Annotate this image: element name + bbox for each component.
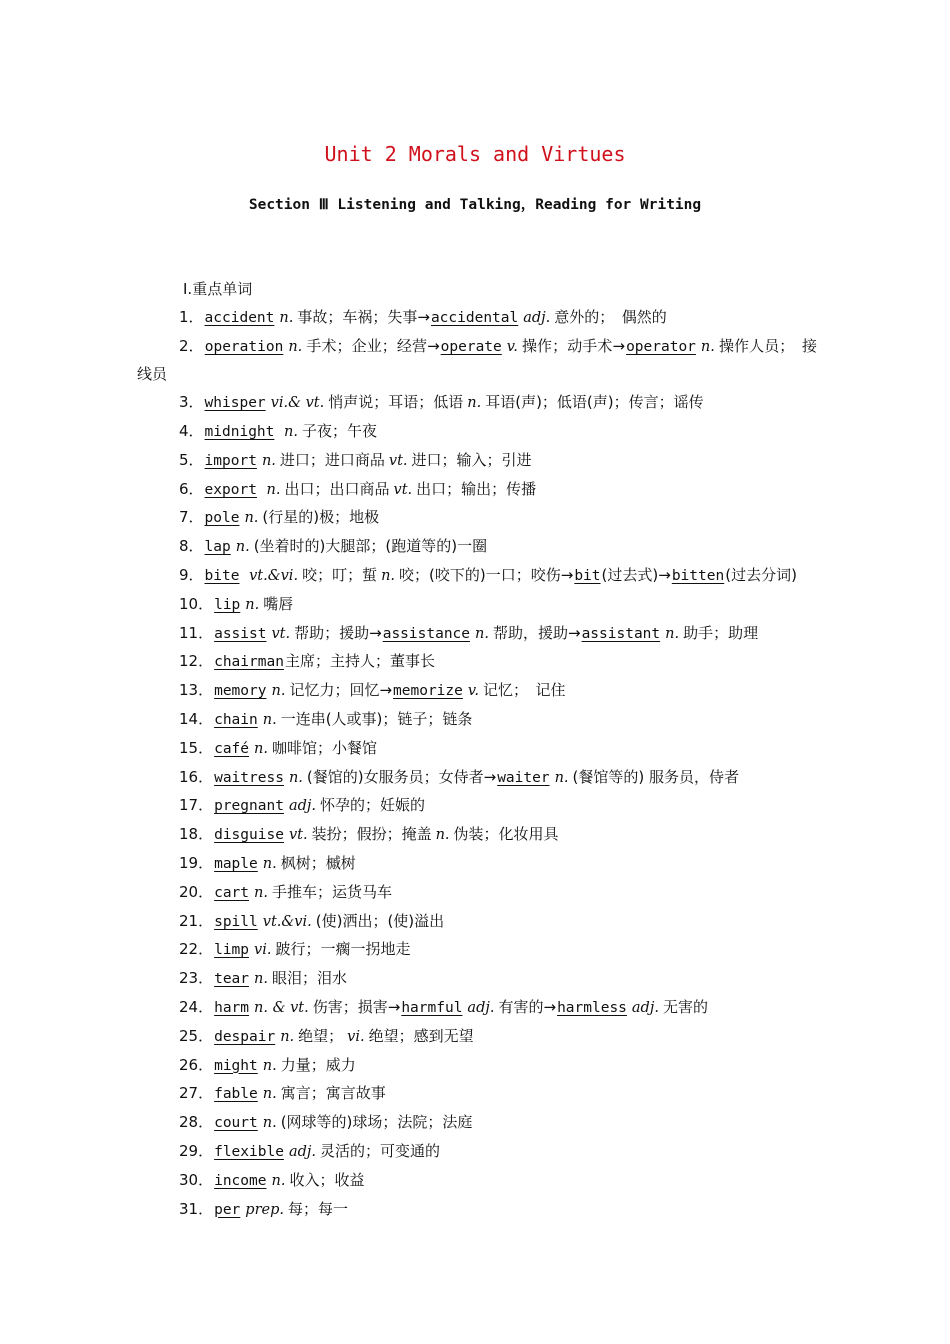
- vocab-entry: [137, 1138, 817, 1167]
- part-of-speech: n.: [271, 1172, 286, 1189]
- definition-text: 怀孕的；妊娠的: [319, 796, 425, 815]
- vocab-word: midnight: [204, 423, 275, 440]
- part-of-speech: n.: [254, 884, 268, 901]
- part-of-speech: n.: [288, 769, 303, 786]
- part-of-speech: n.: [381, 567, 396, 584]
- definition-text: 有害的: [498, 997, 544, 1016]
- vocab-entry: [137, 1109, 817, 1138]
- entry-number: 18．: [179, 825, 214, 844]
- vocab-entry: [137, 1167, 817, 1196]
- entry-number: 6．: [179, 479, 204, 498]
- part-of-speech: n.: [262, 855, 277, 872]
- vocab-entry: [137, 418, 817, 447]
- arrow-symbol: →: [483, 767, 497, 786]
- part-of-speech: n.: [262, 1115, 277, 1132]
- definition-text: 帮助；援助: [294, 623, 370, 642]
- definition-text: 事故；车祸；失事: [297, 307, 418, 326]
- part-of-speech: prep.: [245, 1201, 284, 1218]
- vocab-word: income: [214, 1172, 267, 1189]
- vocab-word: might: [214, 1057, 258, 1074]
- part-of-speech: n.: [280, 1028, 295, 1045]
- definition-text: 主席；主持人；董事长: [284, 652, 435, 671]
- part-of-speech: n.: [279, 423, 298, 440]
- definition-text: 眼泪；泪水: [271, 969, 347, 988]
- part-of-speech: vt.: [388, 452, 408, 469]
- vocab-word: spill: [214, 913, 258, 930]
- vocab-entry: [137, 908, 817, 937]
- part-of-speech: vi.: [347, 1028, 365, 1045]
- definition-text: 耳语(声)；低语(声)；传言；谣传: [485, 393, 704, 412]
- definition-text: 嘴唇: [263, 594, 294, 613]
- part-of-speech: vi.: [254, 942, 272, 959]
- arrow-symbol: →: [387, 997, 401, 1016]
- entry-number: 26．: [179, 1055, 214, 1074]
- vocab-word: assistant: [581, 625, 661, 642]
- arrow-symbol: →: [543, 997, 557, 1016]
- definition-text: 咖啡馆；小餐馆: [271, 738, 377, 757]
- vocab-entry: [137, 1052, 817, 1081]
- entry-number: 3．: [179, 393, 204, 412]
- vocab-entry: [137, 965, 817, 994]
- entry-number: 31．: [179, 1199, 214, 1218]
- part-of-speech: n.: [665, 625, 680, 642]
- entry-number: 22．: [179, 940, 214, 959]
- definition-text: 进口；输入；引进: [411, 450, 532, 469]
- vocab-word: import: [204, 452, 257, 469]
- definition-text: (网球等的)球场；法院；法庭: [280, 1113, 473, 1132]
- vocab-word: memory: [214, 683, 267, 700]
- section-heading: Ⅰ.重点单词: [183, 280, 253, 298]
- part-of-speech: vt.: [288, 827, 308, 844]
- part-of-speech: n.: [700, 338, 715, 355]
- vocab-entry: [137, 1080, 817, 1109]
- vocab-entry: [137, 648, 817, 677]
- part-of-speech: n.: [254, 740, 268, 757]
- part-of-speech: n.: [254, 971, 268, 988]
- vocab-word: bitten: [671, 567, 725, 584]
- part-of-speech: n.: [244, 510, 259, 527]
- arrow-symbol: →: [427, 336, 440, 355]
- arrow-symbol: →: [658, 565, 671, 584]
- page-title: Unit 2 Morals and Virtues: [324, 142, 626, 166]
- part-of-speech: adj.: [467, 999, 495, 1016]
- definition-text: (餐馆等的) 服务员，侍者: [572, 767, 740, 786]
- part-of-speech: n.: [261, 452, 276, 469]
- vocab-entry: [137, 591, 817, 620]
- vocab-word: despair: [214, 1028, 276, 1045]
- definition-text: 操作；动手术: [521, 336, 613, 355]
- vocab-word: chairman: [214, 654, 284, 671]
- vocab-word: accidental: [430, 309, 519, 326]
- part-of-speech: n. & vt.: [254, 999, 309, 1016]
- vocab-entry: [137, 936, 817, 965]
- arrow-symbol: →: [369, 623, 382, 642]
- part-of-speech: n.: [435, 827, 450, 844]
- arrow-symbol: →: [612, 336, 626, 355]
- part-of-speech: vt.&vi.: [262, 913, 312, 930]
- entry-number: 29．: [179, 1141, 214, 1160]
- definition-text: 装扮；假扮；掩盖: [311, 825, 432, 844]
- definition-text: 灵活的；可变通的: [319, 1141, 440, 1160]
- vocab-word: harmless: [557, 999, 627, 1016]
- entry-number: 13．: [179, 681, 214, 700]
- definition-text: 出口；输出；传播: [416, 479, 537, 498]
- definition-text: 记忆力；回忆: [289, 681, 380, 700]
- arrow-symbol: →: [379, 681, 393, 700]
- part-of-speech: v.: [506, 338, 518, 355]
- vocab-word: flexible: [214, 1143, 284, 1160]
- vocab-entry: [137, 706, 817, 735]
- definition-text: 手推车；运货马车: [271, 882, 392, 901]
- part-of-speech: v.: [467, 683, 479, 700]
- definition-text: 一连串(人或事)；链子；链条: [280, 709, 473, 728]
- vocab-entry: [137, 764, 817, 793]
- definition-text: 寓言；寓言故事: [280, 1084, 386, 1103]
- entry-number: 23．: [179, 969, 214, 988]
- part-of-speech: n.: [245, 596, 260, 613]
- definition-text: (使)洒出；(使)溢出: [315, 911, 445, 930]
- definition-text: 每；每一: [287, 1199, 348, 1218]
- entry-number: 25．: [179, 1026, 214, 1045]
- definition-text: (过去式): [601, 565, 659, 584]
- vocab-word: bite: [204, 567, 240, 584]
- vocab-word: fable: [214, 1086, 258, 1103]
- definition-text: 帮助，援助: [492, 623, 568, 642]
- vocab-word: chain: [214, 711, 258, 728]
- definition-text: 枫树；槭树: [280, 853, 356, 872]
- entry-number: 10．: [179, 594, 214, 613]
- definition-text: 进口；进口商品: [279, 450, 385, 469]
- entry-number: 30．: [179, 1170, 214, 1189]
- vocabulary-list: [137, 276, 817, 1224]
- vocab-entry: [137, 447, 817, 476]
- vocab-word: bit: [574, 567, 601, 584]
- vocab-entry: [137, 333, 817, 390]
- vocab-entry: [137, 879, 817, 908]
- part-of-speech: n.: [279, 309, 294, 326]
- definition-text: 助手；助理: [683, 623, 759, 642]
- vocab-word: lap: [204, 539, 231, 556]
- entry-number: 28．: [179, 1113, 214, 1132]
- entry-number: 27．: [179, 1084, 214, 1103]
- vocab-entry: [137, 850, 817, 879]
- vocab-word: limp: [214, 942, 250, 959]
- entry-number: 4．: [179, 421, 204, 440]
- vocab-entry: [137, 677, 817, 706]
- section-subtitle: Section Ⅲ Listening and Talking，Reading for Writing: [248, 197, 702, 213]
- vocab-word: lip: [214, 596, 241, 613]
- definition-text: 伪装；化妆用具: [453, 825, 559, 844]
- vocab-word: waitress: [214, 769, 284, 786]
- vocab-word: whisper: [204, 395, 266, 412]
- vocab-entry: [137, 533, 817, 562]
- definition-text: 悄声说；耳语；低语: [328, 393, 464, 412]
- vocab-word: accident: [204, 309, 275, 326]
- part-of-speech: vt.: [393, 481, 413, 498]
- definition-text: 绝望；: [298, 1026, 344, 1045]
- definition-text: (过去分词): [725, 565, 797, 584]
- vocab-entry: [137, 304, 817, 333]
- vocab-word: pregnant: [214, 798, 284, 815]
- entry-number: 19．: [179, 853, 214, 872]
- entry-number: 24．: [179, 997, 214, 1016]
- vocab-word: court: [214, 1115, 258, 1132]
- part-of-speech: n.: [271, 683, 286, 700]
- vocab-entry: [137, 821, 817, 850]
- vocab-entry: [137, 562, 817, 591]
- vocab-entry: [137, 994, 817, 1023]
- entry-number: 20．: [179, 882, 214, 901]
- arrow-symbol: →: [560, 565, 574, 584]
- vocab-word: memorize: [393, 683, 463, 700]
- part-of-speech: n.: [262, 1057, 277, 1074]
- definition-text: 绝望；感到无望: [368, 1026, 474, 1045]
- part-of-speech: adj.: [631, 999, 659, 1016]
- definition-text: 无害的: [662, 997, 708, 1016]
- definition-text: (餐馆的)女服务员；女侍者: [306, 767, 484, 786]
- entry-number: 11．: [179, 623, 214, 642]
- vocab-entry: [137, 476, 817, 505]
- vocab-entry: [137, 389, 817, 418]
- vocab-word: tear: [214, 971, 250, 988]
- vocab-entry: [137, 620, 817, 649]
- definition-text: (坐着时的)大腿部；(跑道等的)一圈: [253, 537, 488, 556]
- vocab-word: pole: [204, 510, 240, 527]
- part-of-speech: n.: [262, 1086, 277, 1103]
- part-of-speech: n.: [554, 769, 569, 786]
- definition-text: 手术；企业；经营: [306, 336, 428, 355]
- part-of-speech: n.: [288, 338, 303, 355]
- part-of-speech: adj.: [523, 309, 551, 326]
- definition-text: (行星的)极；地极: [262, 508, 380, 527]
- vocab-word: operator: [626, 338, 696, 355]
- definition-text: 意外的； 偶然的: [554, 307, 667, 326]
- definition-text: 操作人员； 接线员: [137, 336, 817, 384]
- entry-number: 17．: [179, 796, 214, 815]
- entry-number: 21．: [179, 911, 214, 930]
- entry-number: 12．: [179, 652, 214, 671]
- entry-number: 16．: [179, 767, 214, 786]
- definition-text: 咬；叮；蜇: [302, 565, 378, 584]
- part-of-speech: n.: [235, 539, 250, 556]
- vocab-word: waiter: [497, 769, 550, 786]
- vocab-word: disguise: [214, 827, 284, 844]
- vocab-word: assistance: [382, 625, 471, 642]
- vocab-entry: [137, 792, 817, 821]
- entry-number: 7．: [179, 508, 204, 527]
- vocab-word: harm: [214, 999, 250, 1016]
- definition-text: 出口；出口商品: [284, 479, 390, 498]
- vocab-word: operation: [204, 338, 284, 355]
- vocab-word: export: [204, 481, 257, 498]
- entry-number: 1．: [179, 307, 204, 326]
- part-of-speech: vt.: [271, 625, 291, 642]
- entry-number: 14．: [179, 709, 214, 728]
- part-of-speech: adj.: [288, 1143, 316, 1160]
- definition-text: 子夜；午夜: [301, 421, 377, 440]
- definition-text: 跛行；一瘸一拐地走: [275, 940, 411, 959]
- part-of-speech: n.: [475, 625, 489, 642]
- arrow-symbol: →: [568, 623, 581, 642]
- entry-number: 15．: [179, 738, 214, 757]
- part-of-speech: n.: [262, 711, 277, 728]
- definition-text: 力量；威力: [280, 1055, 356, 1074]
- vocab-word: café: [214, 740, 250, 757]
- entry-number: 5．: [179, 450, 204, 469]
- vocab-entry: [137, 1196, 817, 1225]
- arrow-symbol: →: [417, 307, 430, 326]
- vocab-word: operate: [440, 338, 502, 355]
- part-of-speech: adj.: [288, 798, 316, 815]
- part-of-speech: vi.& vt.: [270, 395, 325, 412]
- definition-text: 咬；(咬下的)一口；咬伤: [399, 565, 561, 584]
- vocab-word: cart: [214, 884, 250, 901]
- vocab-entry: [137, 1023, 817, 1052]
- vocab-word: assist: [214, 625, 267, 642]
- definition-text: 记忆； 记住: [482, 681, 566, 700]
- vocab-entry: [137, 735, 817, 764]
- entry-number: 9．: [179, 565, 204, 584]
- part-of-speech: n.: [467, 395, 482, 412]
- definition-text: 伤害；损害: [312, 997, 388, 1016]
- vocab-word: harmful: [401, 999, 463, 1016]
- definition-text: 收入；收益: [289, 1170, 365, 1189]
- part-of-speech: n.: [261, 481, 281, 498]
- entries-container: [137, 304, 817, 1225]
- entry-number: 2．: [179, 336, 204, 355]
- vocab-word: per: [214, 1201, 241, 1218]
- entry-number: 8．: [179, 537, 204, 556]
- vocab-word: maple: [214, 855, 258, 872]
- vocab-entry: [137, 504, 817, 533]
- part-of-speech: vt.&vi.: [244, 567, 299, 584]
